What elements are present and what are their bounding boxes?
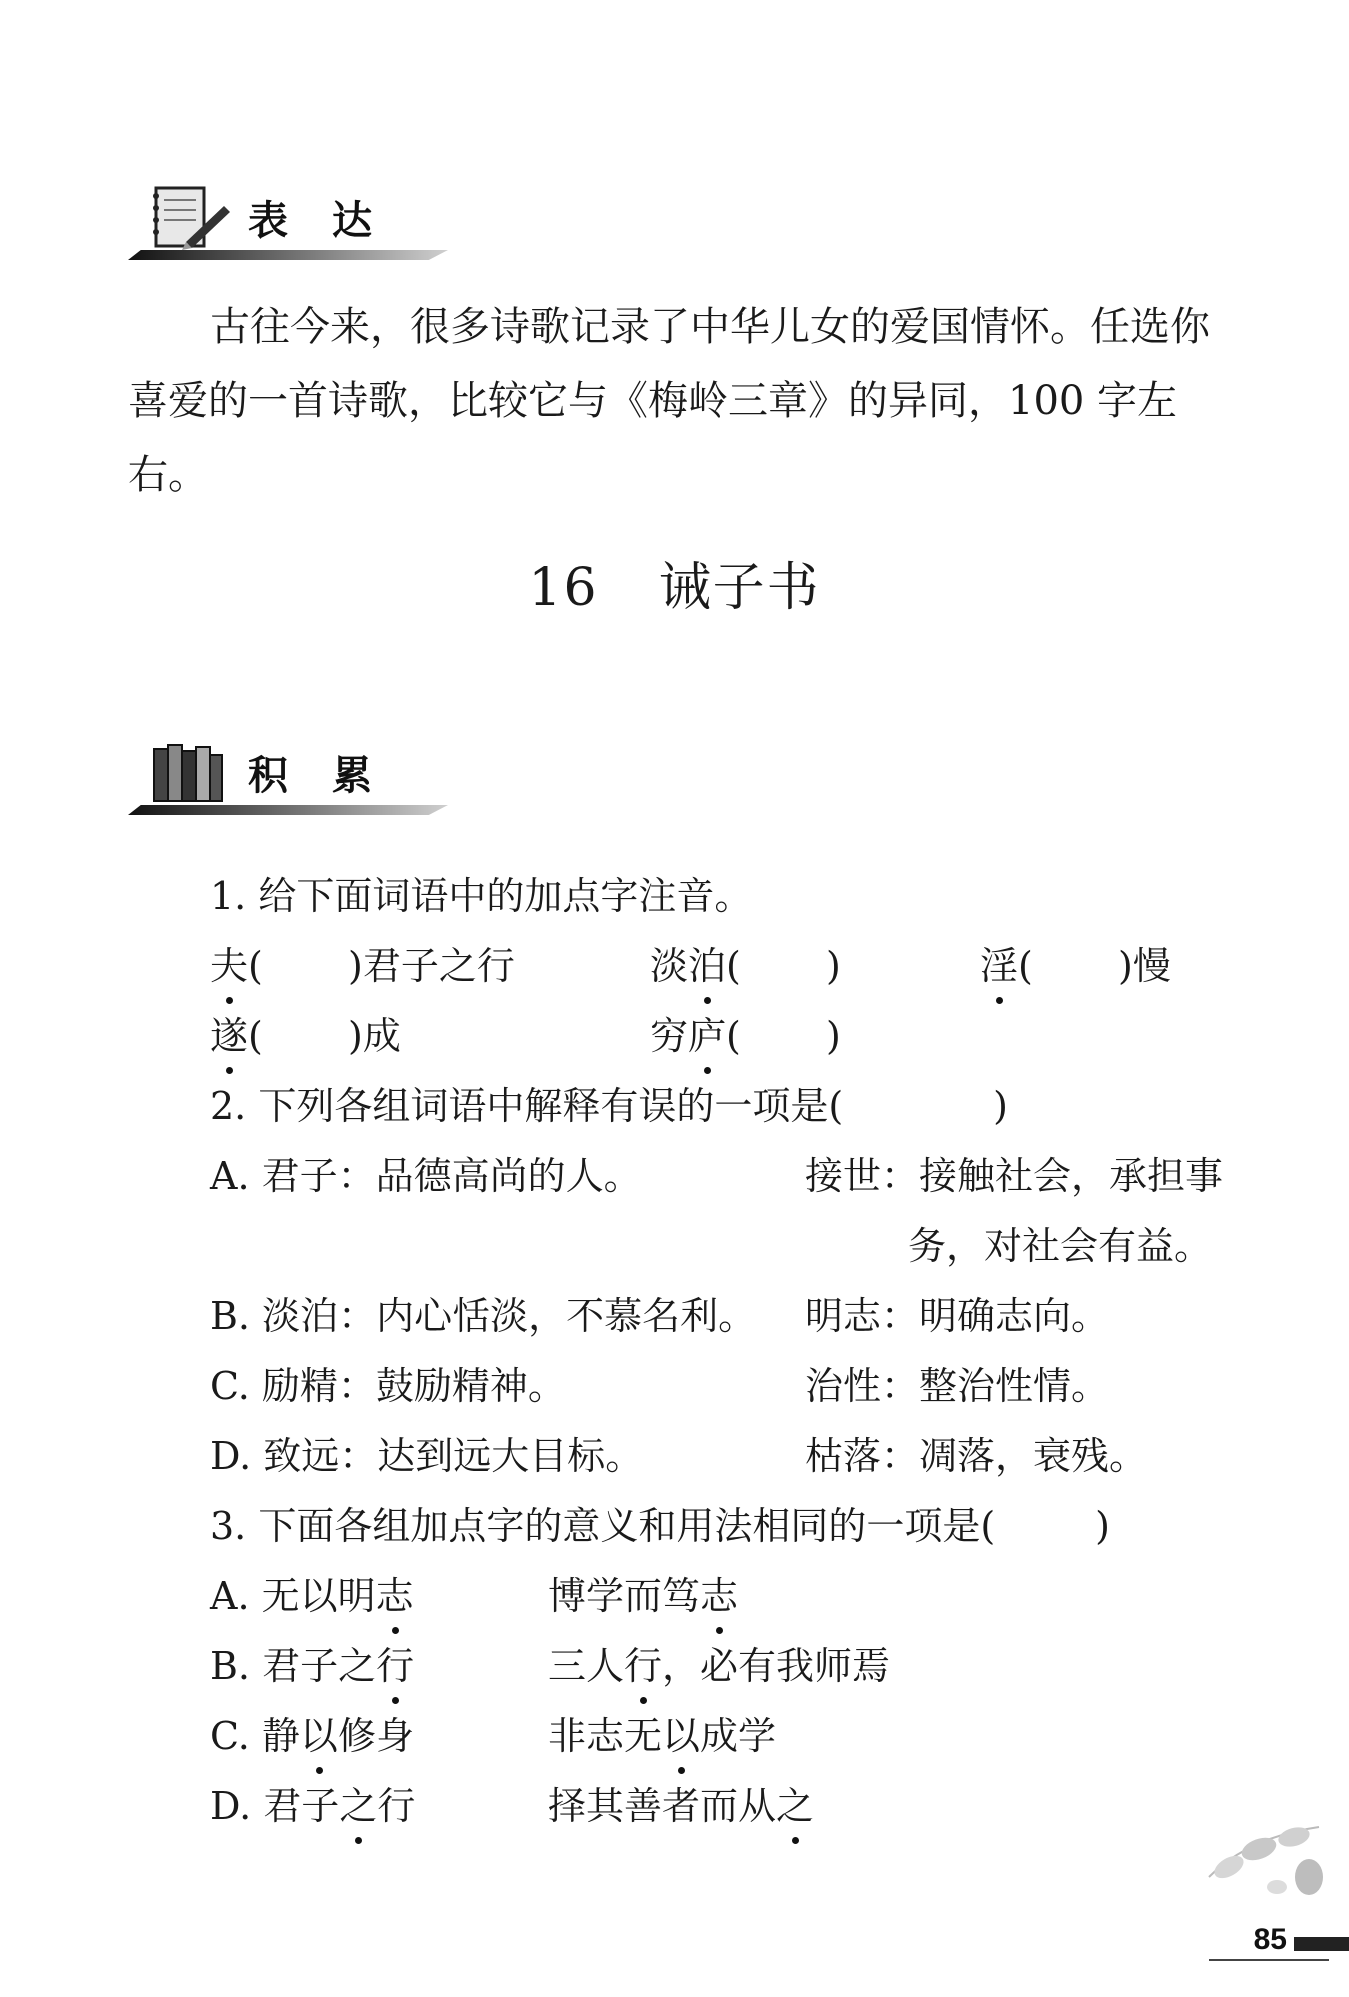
section-underline (128, 250, 448, 260)
section-title-expression: 表达 (248, 198, 416, 244)
q3-option-d-right: 择其善者而从之 (548, 1775, 814, 1830)
q1-stem: 1. 给下面词语中的加点字注音。 (210, 874, 753, 918)
q2-option-c-left: C. 励精：鼓励精神。 (210, 1364, 566, 1408)
footer-bar (1294, 1937, 1349, 1951)
q2-option-b-right: 明志：明确志向。 (805, 1294, 1110, 1338)
q2-option-d-right: 枯落：凋落，衰残。 (805, 1434, 1148, 1478)
q2-option-d-left: D. 致远：达到远大目标。 (210, 1434, 644, 1478)
notebook-pen-icon (146, 184, 232, 254)
lesson-title (0, 545, 1349, 620)
q3-option-b-right: 三人行，必有我师焉 (548, 1635, 890, 1690)
q3-option-d: D. 君子之行 (210, 1775, 415, 1830)
leaves-decoration-icon (1189, 1797, 1339, 1917)
section-header-accumulation (128, 745, 448, 815)
books-icon (146, 739, 232, 809)
paragraph-line-1: 古往今来，很多诗歌记录了中华儿女的爱国情怀。任选你 (210, 304, 1210, 350)
q3-option-c-right: 非志无以成学 (548, 1705, 776, 1760)
page-number: 85 (1253, 1923, 1287, 1956)
q3-option-a-right: 博学而笃志 (548, 1565, 738, 1620)
q2-option-a-right-cont: 务，对社会有益。 (908, 1224, 1213, 1268)
q1-item-4: 遂( )成 (210, 1005, 401, 1060)
section-header-expression (128, 190, 448, 260)
paragraph-line-2: 喜爱的一首诗歌，比较它与《梅岭三章》的异同，100 字左右。 (128, 378, 1178, 498)
q2-option-b-left: B. 淡泊：内心恬淡，不慕名利。 (210, 1294, 757, 1338)
footer-rule (1209, 1959, 1329, 1961)
q1-item-3: 淫( )慢 (980, 935, 1171, 990)
q1-item-5: 穷庐( ) (650, 1005, 841, 1060)
q2-stem: 2. 下列各组词语中解释有误的一项是( ) (210, 1084, 1008, 1128)
q1-item-1: 夫( )君子之行 (210, 935, 515, 990)
expression-paragraph (128, 290, 1238, 512)
q2-option-c-right: 治性：整治性情。 (805, 1364, 1110, 1408)
section-underline (128, 805, 448, 815)
q3-option-b: B. 君子之行 (210, 1635, 414, 1690)
q2-option-a-right: 接世：接触社会，承担事 (805, 1154, 1224, 1198)
q3-option-a: A. 无以明志 (210, 1565, 414, 1620)
q3-stem: 3. 下面各组加点字的意义和用法相同的一项是( ) (210, 1504, 1110, 1548)
q3-option-c: C. 静以修身 (210, 1705, 414, 1760)
lesson-number: 16 (528, 558, 599, 618)
q1-item-2: 淡泊( ) (650, 935, 841, 990)
section-title-accumulation: 积累 (248, 753, 416, 799)
lesson-name: 诫子书 (658, 558, 821, 618)
q2-option-a-left: A. 君子：品德高尚的人。 (210, 1154, 642, 1198)
